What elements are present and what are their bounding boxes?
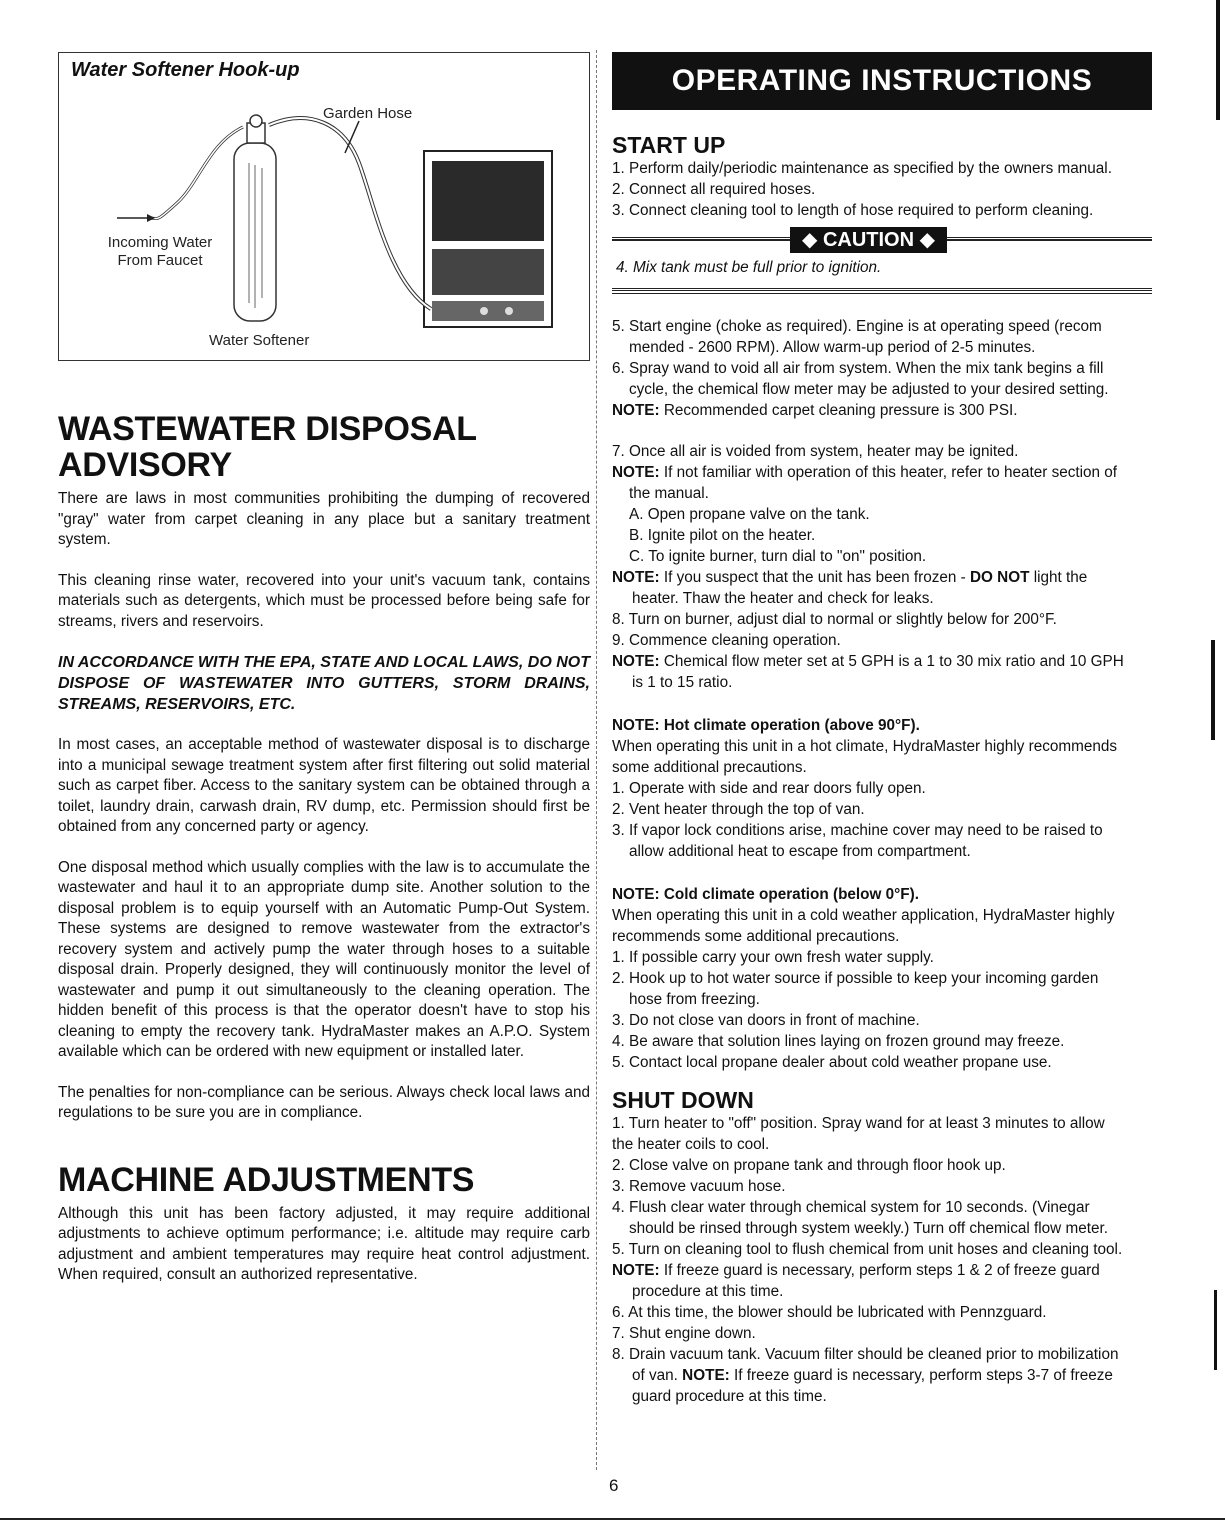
start-step-5: 5. Start engine (choke as required). Engine is at operating speed (recom <box>612 318 1102 335</box>
shut-note-1-cont: procedure at this time. <box>632 1283 784 1300</box>
start-step-5-cont: mended - 2600 RPM). Allow warm-up period of 2-5 minutes. <box>629 339 1036 356</box>
start-step-b: B. Ignite pilot on the heater. <box>629 527 816 544</box>
wastewater-p4: One disposal method which usually complies with the law is to accumulate the wastewater and haul it to an appropriate dump site. Another solution to the disposal problem is to equip yourself with an Automatic Pump-Out System. These systems are designed to remove wastewater from the extractor's recovery system and actively pump the water through hoses to a suitable disposal drain. Properly designed, they will continuously monitor the level of wastewater and pump it out simultaneously to the cleaning operation. The hidden benefit of this process is that the operator doesn't have to stop his cleaning to empty the recovery tank. HydraMaster makes an A.P.O. System available which can be ordered with new equipment or installed later. <box>58 858 590 1060</box>
start-note-4-cont: is 1 to 15 ratio. <box>632 674 733 691</box>
hot-climate-intro-cont: some additional precautions. <box>612 759 807 776</box>
shut-step-7: 7. Shut engine down. <box>612 1325 756 1342</box>
machine-fitting <box>505 307 513 315</box>
start-note-1: NOTE: Recommended carpet cleaning pressure is 300 PSI. <box>612 402 1018 419</box>
cold-step-2-cont: hose from freezing. <box>629 991 760 1008</box>
hookup-diagram <box>59 53 591 360</box>
start-step-9: 9. Commence cleaning operation. <box>612 632 841 649</box>
label-incoming-water: Incoming Water From Faucet <box>107 234 213 269</box>
label-water-softener: Water Softener <box>209 332 310 349</box>
machine-adjustments-p1: Although this unit has been factory adjusted, it may require additional adjustments to achieve optimum performance; i.e. altitude may require carb adjustment and ambient temperatures may require heat control adjustment. When required, consult an authorized representative. <box>58 1204 590 1283</box>
epa-warning: IN ACCORDANCE WITH THE EPA, STATE AND LOCAL LAWS, DO NOT DISPOSE OF WASTEWATER INTO GUTTERS, STORM DRAINS, STREAMS, RESERVOIRS, ETC. <box>58 654 590 713</box>
hot-climate-section <box>612 715 1152 862</box>
cold-step-5: 5. Contact local propane dealer about cold weather propane use. <box>612 1054 1052 1071</box>
cold-climate-heading: NOTE: Cold climate operation (below 0°F). <box>612 886 919 903</box>
start-note-3: NOTE: If you suspect that the unit has been frozen - DO NOT light the <box>612 569 1088 586</box>
incoming-hose <box>149 127 243 219</box>
hot-step-3-cont: allow additional heat to escape from compartment. <box>629 843 971 860</box>
hot-step-1: 1. Operate with side and rear doors fully open. <box>612 780 926 797</box>
machine-adjustments-section <box>58 1162 590 1286</box>
start-up-heading: START UP <box>612 132 726 158</box>
wastewater-p5: The penalties for non-compliance can be serious. Always check local laws and regulations to be sure you are in compliance. <box>58 1083 590 1121</box>
caution-bottom-rule <box>612 288 1152 294</box>
tank-valve-knob <box>250 115 262 127</box>
start-note-2: NOTE: If not familiar with operation of this heater, refer to heater section of <box>612 464 1118 481</box>
shut-step-2: 2. Close valve on propane tank and through floor hook up. <box>612 1157 1006 1174</box>
wastewater-section <box>58 411 590 1124</box>
caution-text: 4. Mix tank must be full prior to ignition. <box>616 259 882 276</box>
machine-adjustments-heading: MACHINE ADJUSTMENTS <box>58 1160 475 1199</box>
water-softener-figure <box>58 52 590 361</box>
shut-down-heading: SHUT DOWN <box>612 1087 754 1113</box>
wastewater-p1: There are laws in most communities prohibiting the dumping of recovered "gray" water from carpet cleaning in any place but a sanitary treatment system. <box>58 490 590 548</box>
shut-step-1-cont: the heater coils to cool. <box>612 1136 770 1153</box>
left-column <box>58 52 590 1286</box>
hot-climate-heading: NOTE: Hot climate operation (above 90°F). <box>612 717 920 734</box>
wastewater-heading: WASTEWATER DISPOSAL ADVISORY <box>58 410 477 484</box>
start-step-6: 6. Spray wand to void all air from system. When the mix tank begins a fill <box>612 360 1104 377</box>
start-step-c: C. To ignite burner, turn dial to "on" position. <box>629 548 927 565</box>
shut-note-1: NOTE: If freeze guard is necessary, perform steps 1 & 2 of freeze guard <box>612 1262 1100 1279</box>
start-note-3-cont: heater. Thaw the heater and check for leaks. <box>632 590 934 607</box>
start-step-a: A. Open propane valve on the tank. <box>629 506 870 523</box>
cold-step-3: 3. Do not close van doors in front of machine. <box>612 1012 920 1029</box>
shut-step-8: 8. Drain vacuum tank. Vacuum filter should be cleaned prior to mobilization <box>612 1346 1119 1363</box>
hot-step-2: 2. Vent heater through the top of van. <box>612 801 865 818</box>
shut-step-8-cont-2: guard procedure at this time. <box>632 1388 827 1405</box>
label-garden-hose: Garden Hose <box>323 105 413 122</box>
start-step-8: 8. Turn on burner, adjust dial to normal or slightly below for 200°F. <box>612 611 1057 628</box>
start-step-6-cont: cycle, the chemical flow meter may be adjusted to your desired setting. <box>629 381 1109 398</box>
scan-edge-mark <box>1216 0 1220 120</box>
operating-instructions-banner: OPERATING INSTRUCTIONS <box>612 52 1152 110</box>
machine-panel <box>432 161 544 241</box>
shut-down-section <box>612 1087 1152 1407</box>
start-note-2-cont: the manual. <box>629 485 709 502</box>
shut-step-6: 6. At this time, the blower should be lubricated with Pennzguard. <box>612 1304 1047 1321</box>
cold-step-4: 4. Be aware that solution lines laying on frozen ground may freeze. <box>612 1033 1065 1050</box>
cold-step-1: 1. If possible carry your own fresh water supply. <box>612 949 934 966</box>
column-divider <box>596 50 597 1470</box>
start-step-1: 1. Perform daily/periodic maintenance as specified by the owners manual. <box>612 160 1112 177</box>
wastewater-p2: This cleaning rinse water, recovered into your unit's vacuum tank, contains materials such as detergents, which must be processed before being safe for streams, rivers and reservoirs. <box>58 571 590 630</box>
shut-step-4: 4. Flush clear water through chemical system for 10 seconds. (Vinegar <box>612 1199 1090 1216</box>
right-column <box>612 52 1152 1407</box>
cold-climate-intro-cont: recommends some additional precautions. <box>612 928 900 945</box>
figure-title: Water Softener Hook-up <box>71 59 300 81</box>
cold-climate-section <box>612 884 1152 1073</box>
shut-step-1: 1. Turn heater to "off" position. Spray wand for at least 3 minutes to allow <box>612 1115 1105 1132</box>
hot-climate-intro: When operating this unit in a hot climate, HydraMaster highly recommends <box>612 738 1118 755</box>
shut-step-8-cont: of van. NOTE: If freeze guard is necessary, perform steps 3-7 of freeze <box>632 1367 1113 1384</box>
machine-fitting <box>480 307 488 315</box>
machine-lower-panel <box>432 249 544 295</box>
shut-step-3: 3. Remove vacuum hose. <box>612 1178 786 1195</box>
start-step-7: 7. Once all air is voided from system, heater may be ignited. <box>612 443 1019 460</box>
cold-climate-intro: When operating this unit in a cold weather application, HydraMaster highly <box>612 907 1115 924</box>
page-number: 6 <box>609 1476 619 1495</box>
start-step-2: 2. Connect all required hoses. <box>612 181 816 198</box>
caution-bar <box>612 227 1152 253</box>
scan-edge-mark <box>1214 1290 1217 1370</box>
start-step-3: 3. Connect cleaning tool to length of hose required to perform cleaning. <box>612 202 1094 219</box>
shut-step-4-cont: should be rinsed through system weekly.) Turn off chemical flow meter. <box>629 1220 1108 1237</box>
scan-edge-mark <box>1211 640 1215 740</box>
hot-step-3: 3. If vapor lock conditions arise, machine cover may need to be raised to <box>612 822 1103 839</box>
wastewater-p3: In most cases, an acceptable method of wastewater disposal is to discharge into a municipal sewage treatment system after first filtering out solid material such as carpet fiber. Access to the sanitary system can be obtained through a toilet, laundry drain, carwash drain, RV dump, etc. Permission should first be obtained from any concerned party or agency. <box>58 736 590 835</box>
cold-step-2: 2. Hook up to hot water source if possible to keep your incoming garden <box>612 970 1099 987</box>
start-up-section <box>612 132 1152 693</box>
bottom-rule <box>0 1518 1225 1520</box>
start-note-4: NOTE: Chemical flow meter set at 5 GPH is a 1 to 30 mix ratio and 10 GPH <box>612 653 1124 670</box>
caution-badge: ◆ CAUTION ◆ <box>790 227 947 253</box>
shut-step-5: 5. Turn on cleaning tool to flush chemical from unit hoses and cleaning tool. <box>612 1241 1123 1258</box>
